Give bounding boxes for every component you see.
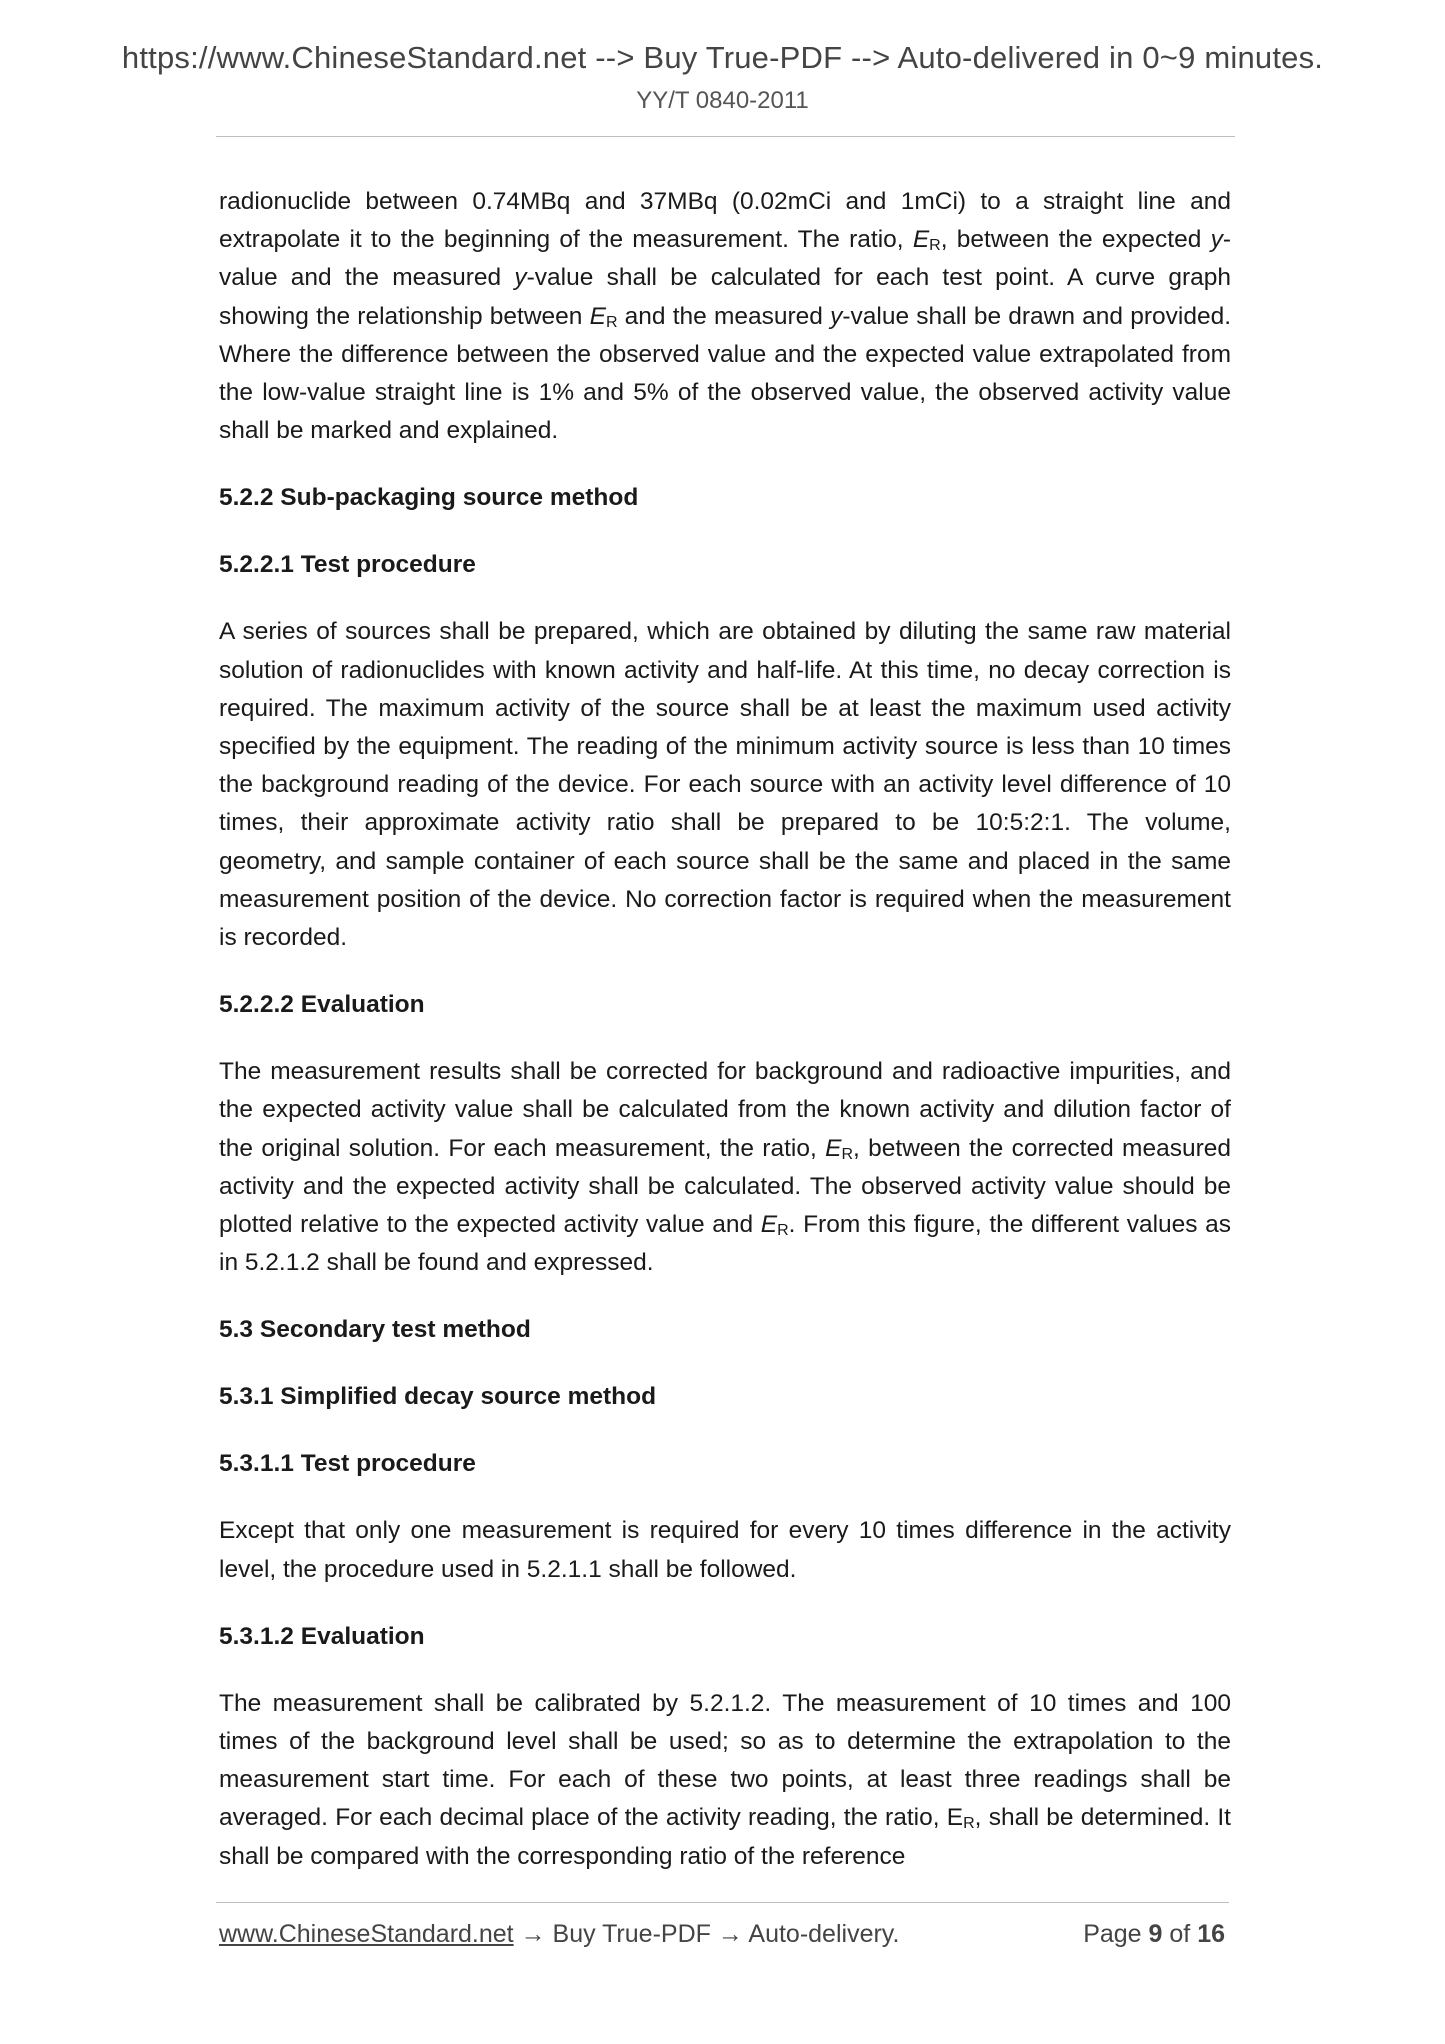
header-divider (216, 136, 1235, 137)
heading-5-2-2-1: 5.2.2.1 Test procedure (219, 551, 476, 579)
heading-5-3-1: 5.3.1 Simplified decay source method (219, 1383, 657, 1411)
footer-promo-text: → Buy True-PDF → Auto-delivery. (513, 1920, 900, 1948)
paragraph-simplified-evaluation: The measurement shall be calibrated by 5.2.1.2. The measurement of 10 times and 100 times of the background level shall be used; so as to determine the extrapolation to the measurement start time. For each of these two points, at least three readings shall be averaged. For each decimal place of the activity reading, the ratio, $E_R$, shall be determined. It shall be compared with the corresponding ratio of the reference (219, 1689, 1231, 1870)
standard-code: YY/T 0840-2011 (636, 87, 809, 114)
paragraph-sub-packaging-procedure: A series of sources shall be prepared, which are obtained by diluting the same raw material solution of radionuclides with known activity and half-life. At this time, no decay correction is required. The maximum activity of the source shall be at least the maximum used activity specified by the equipment. The reading of the minimum activity source is less than 10 times the background reading of the device. For each source with an activity level difference of 10 times, their approximate activity ratio shall be prepared to be 10:5:2:1. The volume, geometry, and sample container of each source shall be the same and placed in the same measurement position of the device. No correction factor is required when the measurement is recorded. (219, 618, 1231, 952)
document-body (219, 183, 1231, 1876)
paragraph-sub-packaging-evaluation: The measurement results shall be corrected for background and radioactive impurities, and the expected activity value shall be calculated from the known activity and dilution factor of the original solution. For each measurement, the ratio, $E_R$, between the corrected measured activity and the expected activity shall be calculated. The observed activity value should be plotted relative to the expected activity value and $E_R$. From this figure, the different values as in 5.2.1.2 shall be found and expressed. (219, 1058, 1232, 1277)
footer-promo (219, 1920, 899, 1949)
paragraph-simplified-procedure: Except that only one measurement is required for every 10 times difference in the activity level, the procedure used in 5.2.1.1 shall be followed. (219, 1517, 1231, 1583)
paragraph-calibration-curve: radionuclide between 0.74MBq and 37MBq (0.02mCi and 1mCi) to a straight line and extrapolate it to the beginning of the measurement. The ratio, $E_R$, between the expected y-value and the measured y-value shall be calculated for each test point. A curve graph showing the relationship between $E_R$ and the measured y-value shall be drawn and provided. Where the difference between the observed value and the expected value extrapolated from the low-value straight line is 1% and 5% of the observed value, the observed activity value shall be marked and explained. (219, 188, 1232, 445)
heading-5-2-2: 5.2.2 Sub-packaging source method (219, 484, 639, 512)
heading-5-3-1-1: 5.3.1.1 Test procedure (219, 1450, 476, 1478)
page-indicator: Page 9 of 16 (1083, 1920, 1225, 1948)
footer-site-link[interactable]: www.ChineseStandard.net (219, 1920, 514, 1948)
current-page-number: 9 (1148, 1920, 1163, 1948)
heading-5-3: 5.3 Secondary test method (219, 1316, 531, 1344)
total-pages-number: 16 (1197, 1920, 1225, 1948)
source-banner: https://www.ChineseStandard.net --> Buy True-PDF --> Auto-delivered in 0~9 minutes. (121, 40, 1324, 75)
heading-5-3-1-2: 5.3.1.2 Evaluation (219, 1622, 425, 1650)
footer-divider (216, 1902, 1229, 1903)
heading-5-2-2-2: 5.2.2.2 Evaluation (219, 991, 425, 1019)
